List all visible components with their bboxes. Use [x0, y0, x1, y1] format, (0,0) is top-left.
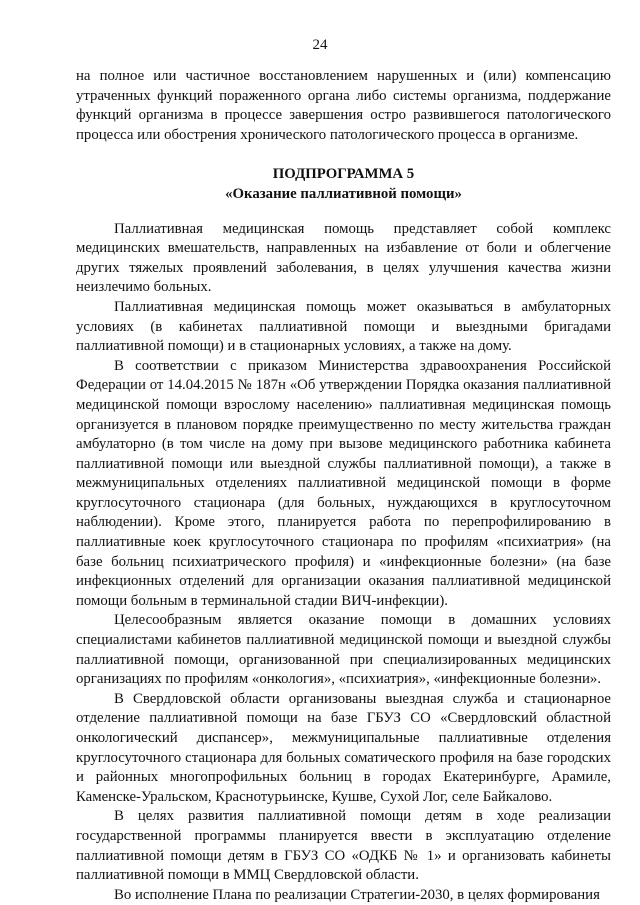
- page-number: 24: [312, 37, 328, 53]
- section-title: ПОДПРОГРАММА 5: [272, 166, 415, 183]
- paragraph: Во исполнение Плана по реализации Стратегии-2030, в целях формирования: [114, 886, 600, 903]
- document-body: [76, 67, 611, 905]
- paragraph: Паллиативная медицинская помощь может оказываться в амбулаторных условиях (в кабинетах паллиативной помощи и выездными бригадами паллиативной помощи) и в стационарных условиях, а также на дому.: [76, 298, 611, 355]
- paragraph: Паллиативная медицинская помощь представляет собой комплекс медицинских вмешательств, направленных на избавление от боли и облегчение других тяжелых проявлений заболевания, в целях улучшения качества жизни неизлечимо больных.: [76, 220, 611, 296]
- paragraph: Целесообразным является оказание помощи в домашних условиях специалистами кабинетов паллиативной медицинской помощи и выездной службы паллиативной помощи, организованной при специализированных медицинских организациях по профилям «онкология», «психиатрия», «инфекционные болезни».: [76, 612, 611, 688]
- paragraph: В Свердловской области организованы выездная служба и стационарное отделение паллиативной помощи на базе ГБУЗ СО «Свердловский областной онкологический диспансер», межмуниципальные паллиативные отделения круглосуточного стационара для больных соматического профиля на базе городских и районных многопрофильных больниц в городах Екатеринбурге, Арамиле, Каменске-Уральском, Краснотурьинске, Кушве, Сухой Лог, селе Байкалово.: [76, 690, 611, 805]
- section-subtitle: «Оказание паллиативной помощи»: [225, 185, 462, 202]
- intro-paragraph: на полное или частичное восстановлением нарушенных и (или) компенсацию утраченных функций пораженного органа либо системы организма, поддержание функций организма в процессе завершения остро развившегося патологического процесса или обострения хронического патологического процесса в организме.: [76, 68, 611, 143]
- paragraph: В соответствии с приказом Министерства здравоохранения Российской Федерации от 14.04.2015 № 187н «Об утверждении Порядка оказания паллиативной медицинской помощи взрослому населению» паллиативная медицинская помощь организуется в плановом порядке преимущественно по месту жительства граждан амбулаторно (в том числе на дому при вызове медицинского работника кабинета паллиативной помощи или выездной службы паллиативной помощи), а также в межмуниципальных отделениях паллиативной медицинской помощи в форме круглосуточного стационара (для больных, нуждающихся в круглосуточном наблюдении). Кроме этого, планируется работа по перепрофилированию в паллиативные коек круглосуточного стационара по профилям «психиатрия» (на базе больниц психиатрического профиля) и «инфекционные болезни» (на базе инфекционных отделений для организации оказания паллиативной медицинской помощи больным в терминальной стадии ВИЧ-инфекции).: [76, 357, 611, 609]
- paragraph: В целях развития паллиативной помощи детям в ходе реализации государственной программы планируется ввести в эксплуатацию отделение паллиативной помощи детям в ГБУЗ СО «ОДКБ № 1» и организовать кабинеты паллиативной помощи в ММЦ Свердловской области.: [76, 808, 611, 884]
